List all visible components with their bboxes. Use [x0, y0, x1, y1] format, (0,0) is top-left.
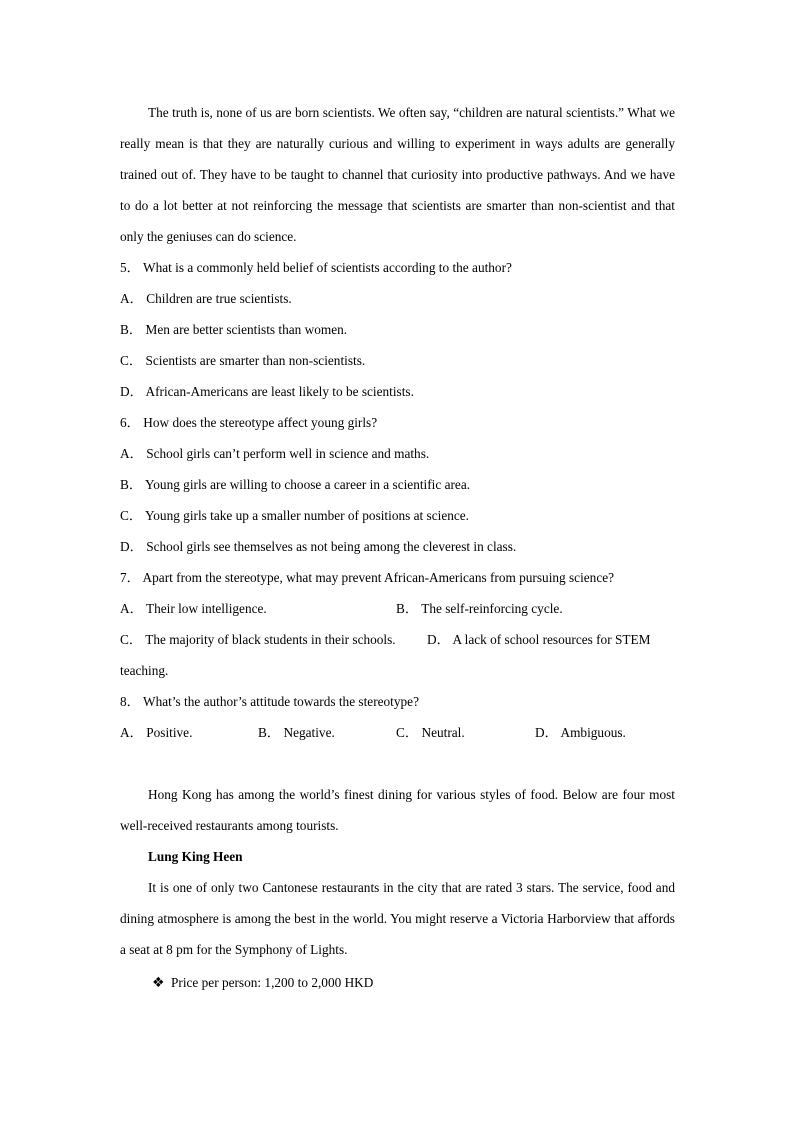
- question-5-option-a: A． Children are true scientists.: [120, 291, 292, 306]
- restaurant-description: It is one of only two Cantonese restaurants in the city that are rated 3 stars. The service, food and dining atmosphere is among the best in the world. You might reserve a Victoria Harborview that affords a seat at 8 pm for the Symphony of Lights.: [120, 880, 675, 957]
- question-7-options-row-1: [120, 593, 675, 624]
- question-8-stem: 8． What’s the author’s attitude towards the stereotype?: [120, 694, 419, 709]
- question-8-option-d: D． Ambiguous.: [535, 725, 626, 740]
- question-7-option-a: A． Their low intelligence.: [120, 601, 267, 616]
- question-5-option-c: C． Scientists are smarter than non-scientists.: [120, 353, 366, 368]
- question-7-stem: 7． Apart from the stereotype, what may prevent African-Americans from pursuing science?: [120, 570, 615, 585]
- question-7-option-d: D． A lack of school resources for STEM: [427, 632, 651, 647]
- question-7-option-c: C． The majority of black students in their schools.: [120, 632, 396, 647]
- section-spacer: [120, 748, 675, 779]
- question-6-option-c: C． Young girls take up a smaller number of positions at science.: [120, 508, 469, 523]
- price-text: Price per person: 1,200 to 2,000 HKD: [171, 975, 374, 990]
- passage-2-intro: Hong Kong has among the world’s finest dining for various styles of food. Below are four most well-received restaurants among tourists.: [120, 787, 675, 833]
- question-6-option-a: A． School girls can’t perform well in science and maths.: [120, 446, 430, 461]
- question-6-option-d: D． School girls see themselves as not being among the cleverest in class.: [120, 539, 517, 554]
- question-7-options-row-2: [120, 624, 675, 655]
- price-line: [120, 965, 675, 1001]
- question-8-option-c: C． Neutral.: [396, 725, 465, 740]
- document-page: [120, 97, 675, 1001]
- question-6-stem: 6． How does the stereotype affect young girls?: [120, 415, 378, 430]
- passage-1-paragraph: The truth is, none of us are born scientists. We often say, “children are natural scientists.” What we really mean is that they are naturally curious and willing to experiment in ways adults are generally trained out of. They have to be taught to channel that curiosity into productive pathways. And we have to do a lot better at not reinforcing the message that scientists are smarter than non-scientist and that only the geniuses can do science.: [120, 105, 675, 244]
- question-6-option-b: B． Young girls are willing to choose a career in a scientific area.: [120, 477, 471, 492]
- question-8-option-a: A． Positive.: [120, 725, 193, 740]
- question-5-option-d: D． African-Americans are least likely to be scientists.: [120, 384, 414, 399]
- question-5-stem: 5． What is a commonly held belief of scientists according to the author?: [120, 260, 512, 275]
- question-8-options-row: [120, 717, 675, 748]
- restaurant-name-heading: Lung King Heen: [148, 849, 243, 864]
- question-5-option-b: B． Men are better scientists than women.: [120, 322, 348, 337]
- question-7-option-d-continued: teaching.: [120, 663, 169, 678]
- diamond-bullet-icon: ❖: [152, 975, 165, 991]
- question-7-option-b: B． The self-reinforcing cycle.: [396, 601, 563, 616]
- question-8-option-b: B． Negative.: [258, 725, 335, 740]
